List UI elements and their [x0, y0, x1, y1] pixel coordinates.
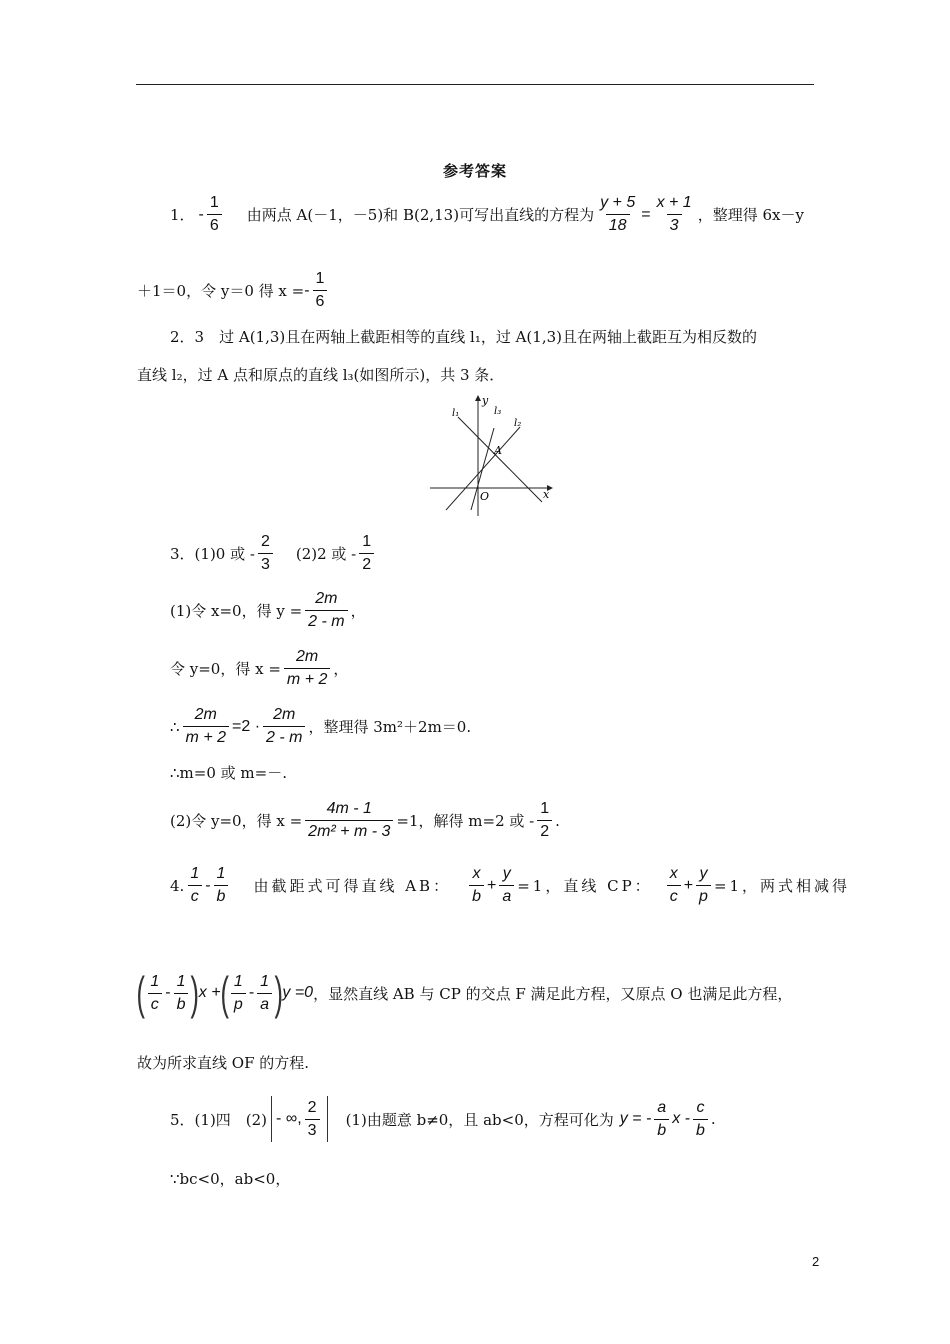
fraction: $\frac{1}{6}$	[313, 268, 328, 313]
fraction: $\frac{y + 5}{18}$	[597, 192, 638, 237]
q3-step2: 令 y=0，得 x = $\frac{2m}{m + 2}$ ，	[170, 646, 348, 691]
q2-line1: 2．3 过 A(1,3)且在两轴上截距相等的直线 l₁，过 A(1,3)且在两轴上截距互为相反数的	[170, 328, 757, 346]
fraction: $\frac{x}{b}$	[469, 863, 484, 908]
fraction: $\frac{1}{p}$	[231, 971, 246, 1016]
q2-line2: 直线 l₂，过 A 点和原点的直线 l₃(如图所示)，共 3 条．	[137, 366, 505, 384]
interval: - ∞, $\frac{2}{3}$	[271, 1096, 328, 1142]
line-l1	[458, 417, 542, 502]
q3-head: 3．(1)0 或 - $\frac{2}{3}$ (2)2 或 - $\frac{1}{2}$	[170, 531, 377, 576]
fraction: $\frac{2m}{m + 2}$	[183, 704, 229, 749]
header-rule	[136, 84, 814, 85]
figure-label-l1: l₁	[452, 408, 460, 419]
fraction: $\frac{4m - 1}{\text{2m² + m - 3}}$	[305, 798, 393, 843]
figure-label-o: O	[480, 490, 490, 503]
q3-step3: ∴ $\frac{2m}{m + 2}$ =2 · $\frac{2m}{2 - m}$ ，整理得 3m²＋2m＝0.	[170, 704, 471, 749]
figure-label-l2: l₂	[514, 418, 522, 429]
fraction: $\frac{1}{2}$	[537, 798, 552, 843]
fraction: $\frac{1}{6}$	[207, 192, 222, 237]
figure-label-y: y	[482, 394, 489, 407]
q4-line2: ( $\frac{1}{c}$ - $\frac{1}{b}$ ) x + ( $\frac{1}{p}$ - $\frac{1}{a}$ ) y =0 ，显然直线 AB 与 CP 的交点 F 满足此方程，又原点 O 也满足此方程，	[136, 967, 793, 1019]
q1-line2: ＋1＝0，令 y＝0 得 x = - $\frac{1}{6}$	[137, 268, 330, 313]
fraction: $\frac{a}{b}$	[654, 1097, 669, 1142]
fraction: $\frac{2}{3}$	[258, 531, 273, 576]
fraction: $\frac{x + 1}{3}$	[654, 192, 695, 237]
fraction: $\frac{1}{c}$	[187, 863, 202, 908]
fraction: $\frac{2m}{m + 2}$	[284, 646, 330, 691]
fraction: $\frac{x}{c}$	[667, 863, 681, 908]
fraction: $\frac{2m}{2 - m}$	[263, 704, 305, 749]
figure-label-x: x	[543, 488, 550, 501]
q3-step1: (1)令 x=0，得 y = $\frac{2m}{2 - m}$ ，	[170, 588, 366, 633]
fraction: $\frac{y}{p}$	[696, 863, 711, 908]
fraction: $\frac{1}{a}$	[257, 971, 272, 1016]
q1-line1: 1． - $\frac{1}{6}$ 由两点 A(－1，－5)和 B(2,13)可写出直线的方程为 $\frac{y + 5}{18}$ = $\frac{x + 1}{3}$ ，整理得 6x－y	[170, 192, 804, 237]
figure-label-l3: l₃	[494, 406, 502, 417]
page-number: 2	[812, 1254, 820, 1269]
q3-step4: ∴m=0 或 m=－.	[170, 764, 287, 782]
fraction: $\frac{1}{c}$	[147, 971, 162, 1016]
section-title: 参考答案	[442, 162, 507, 180]
q2-figure	[428, 392, 558, 518]
fraction: $\frac{1}{2}$	[359, 531, 374, 576]
fraction: $\frac{y}{a}$	[499, 863, 514, 908]
fraction: $\frac{2m}{2 - m}$	[305, 588, 347, 633]
q3-step5: (2)令 y=0，得 x = $\frac{4m - 1}{\text{2m² + m - 3}}$ =1，解得 m=2 或 - $\frac{1}{2}$ .	[170, 798, 560, 843]
fraction: $\frac{1}{b}$	[214, 863, 229, 908]
q5-line2: ∵bc<0，ab<0，	[170, 1170, 291, 1188]
figure-label-a: A	[494, 444, 502, 457]
fraction: $\frac{c}{b}$	[693, 1097, 708, 1142]
q5-line1: 5．(1)四 (2) - ∞, $\frac{2}{3}$ (1)由题意 b≠0，且 ab<0，方程可化为 y = - $\frac{a}{b}$ x - $\frac{c}{b}$ .	[170, 1096, 716, 1142]
q4-line3: 故为所求直线 OF 的方程.	[137, 1054, 310, 1072]
fraction: $\frac{1}{b}$	[174, 971, 189, 1016]
q4-line1: 4. $\frac{1}{c}$ - $\frac{1}{b}$ 由截距式可得直线 AB： $\frac{x}{b}$ + $\frac{y}{a}$ =1，直线 CP： $\frac{x}{c}$ + $\frac{y}{p}$ =1，两式相减得	[170, 863, 850, 908]
fraction: $\frac{2}{3}$	[305, 1097, 320, 1142]
